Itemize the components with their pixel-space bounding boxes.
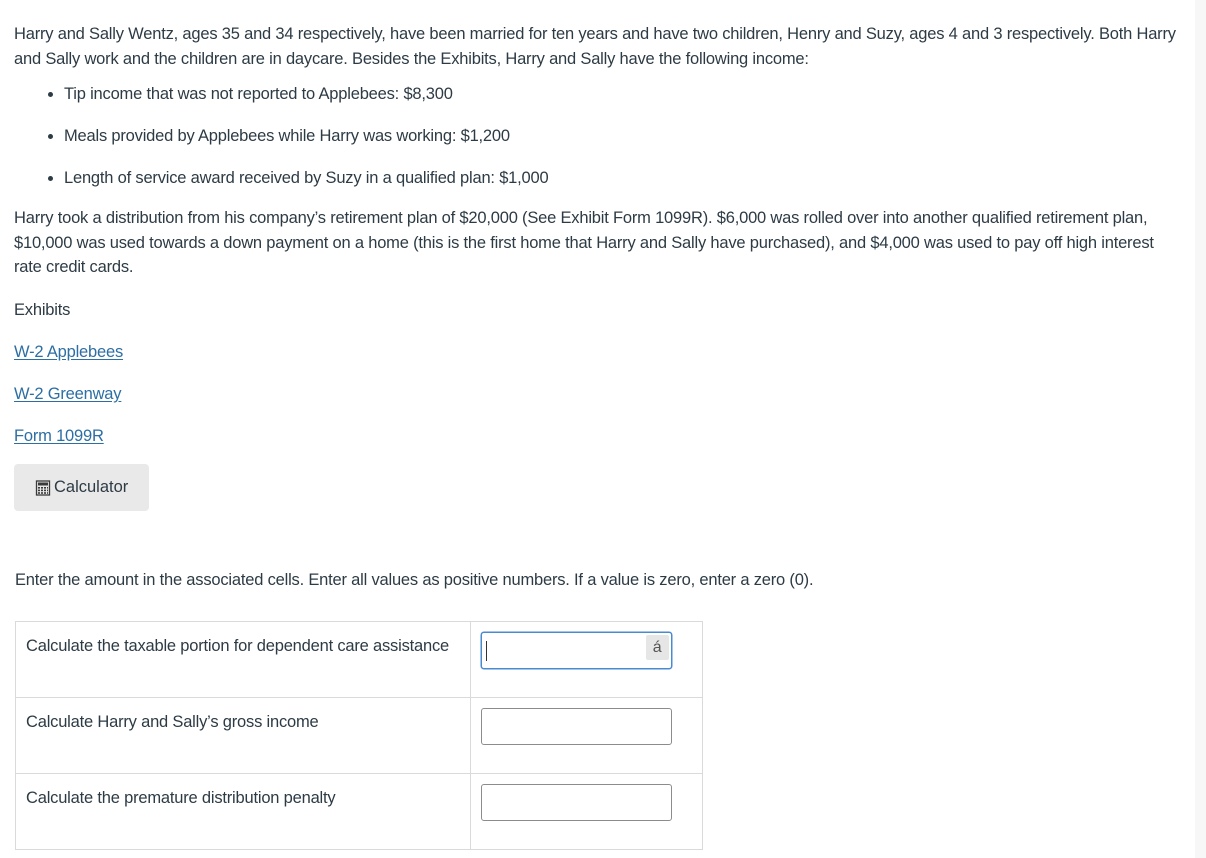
table-row (16, 622, 703, 698)
answer-table (15, 621, 703, 850)
answer-field-dependent-care[interactable] (481, 632, 672, 669)
income-list (14, 82, 1184, 190)
question-label: Calculate the premature distribution penalty (16, 774, 471, 850)
instructions-text: Enter the amount in the associated cells. Enter all values as positive numbers. If a value is zero, enter a zero (0). (15, 571, 814, 589)
answer-field-gross-income[interactable] (481, 708, 672, 745)
distribution-penalty-input[interactable] (482, 785, 671, 820)
exhibits-heading: Exhibits (14, 300, 71, 319)
income-item: • Meals provided by Applebees while Harry was working: $1,200 (64, 124, 1184, 148)
income-item: • Tip income that was not reported to Applebees: $8,300 (64, 82, 1184, 106)
exhibit-link-w2-greenway[interactable]: W-2 Greenway (14, 385, 122, 403)
income-item: • Length of service award received by Suzy in a qualified plan: $1,000 (64, 166, 1184, 190)
accent-character-button[interactable]: á (646, 635, 669, 660)
exhibit-link-w2-applebees[interactable]: W-2 Applebees (14, 343, 124, 361)
calculator-icon (35, 480, 51, 496)
answer-cell (470, 622, 702, 698)
answer-field-distribution-penalty[interactable] (481, 784, 672, 821)
table-row (16, 698, 703, 774)
gross-income-input[interactable] (482, 709, 671, 744)
question-content (14, 22, 1184, 511)
dependent-care-input[interactable] (482, 633, 671, 668)
answer-cell (470, 774, 702, 850)
scrollbar-track[interactable] (1195, 0, 1206, 858)
question-label: Calculate the taxable portion for dependent care assistance (16, 622, 471, 698)
table-row (16, 774, 703, 850)
answer-cell (470, 698, 702, 774)
calculator-button[interactable] (14, 464, 149, 511)
text-caret (486, 641, 487, 661)
problem-intro: Harry and Sally Wentz, ages 35 and 34 respectively, have been married for ten years and have two children, Henry and Suzy, ages 4 and 3 respectively. Both Harry and Sally work and the children are in daycare. Besides the Exhibits, Harry and Sally have the following income: (14, 25, 1176, 68)
question-label: Calculate Harry and Sally’s gross income (16, 698, 471, 774)
exhibit-link-form-1099r[interactable]: Form 1099R (14, 427, 104, 445)
distribution-paragraph: Harry took a distribution from his company’s retirement plan of $20,000 (See Exhibit Form 1099R). $6,000 was rolled over into another qualified retirement plan, $10,000 was used towards a down payment on a home (this is the first home that Harry and Sally have purchased), and $4,000 was used to pay off high interest rate credit cards. (14, 209, 1154, 276)
calculator-label: Calculator (54, 478, 129, 496)
